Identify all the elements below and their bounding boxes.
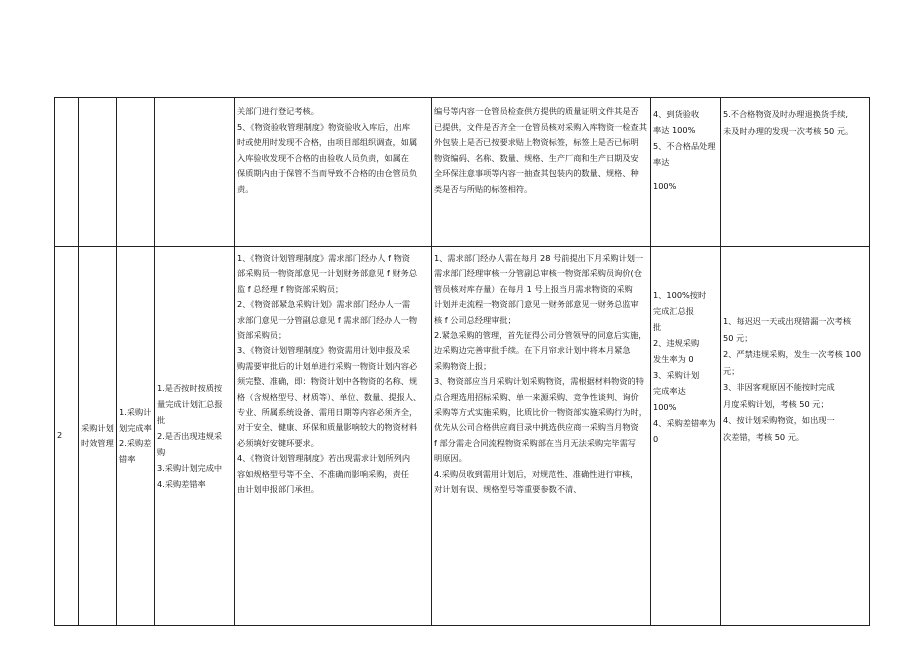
- text-line: 求部门意见一分管副总意见 f 需求部门经办人一物: [237, 314, 418, 325]
- text-line: 批: [157, 415, 166, 425]
- text-line: 边采购边完善审批手续。在下月帘求计划中将本月紧急: [434, 345, 631, 356]
- text-line: 批: [653, 322, 662, 332]
- evaluation-table: [54, 97, 870, 626]
- criteria-cell: [155, 247, 235, 626]
- text-line: 3、非因客观原因不能按时完成: [723, 382, 835, 392]
- inspection-cell: [432, 98, 651, 247]
- text-line: 4.采购差错率: [157, 479, 206, 489]
- text-line: 月度采购计划，考核 50 元；: [723, 398, 829, 409]
- text-line: 1.是否按时按质按: [157, 383, 223, 393]
- text-line: 容如规格型号等不全、不准确而影响采购，责任: [237, 468, 409, 479]
- text-line: 计划并走流程一物资部门意见一财务部意见一财务总监审: [434, 299, 639, 310]
- item-cell: [79, 98, 117, 247]
- indicators-cell: [117, 247, 155, 626]
- indicators-cell: [117, 98, 155, 247]
- text-line: 编号等内容一仓管员检查供方提供的质量证明文件其是否: [434, 106, 639, 116]
- requirements-cell: [235, 247, 432, 626]
- text-line: 次差错，考核 50 元。: [723, 431, 805, 442]
- text-line: 4、《物资计划管理制度》若出现需求计划所列内: [237, 453, 411, 464]
- text-line: 入库验收发现不合格的由验收人员负责，如属在: [237, 152, 409, 163]
- text-line: 100%: [653, 181, 677, 191]
- text-line: 点合理选用招标采购、单一来源采购、竞争性谈判、询价: [434, 391, 639, 402]
- text-line: 时或使用时发现不合格，由项目部组织调查，如属: [237, 137, 418, 147]
- text-line: 外包装上是否已按要求贴上物资标签，标签上是否已标明: [434, 137, 639, 147]
- text-line: 核 f 公司总经理审批；: [434, 314, 516, 325]
- row-number-cell: 2: [55, 247, 79, 626]
- text-line: 3、《物资计划管理制度》物资需用计划申报及采: [237, 345, 411, 356]
- text-line: 保质期内由于保管不当而导致不合格的由仓管员负: [237, 168, 418, 178]
- assessment-cell: [721, 247, 870, 626]
- text-line: 必须填好安键环要求。: [237, 437, 319, 448]
- text-line: 完成汇总报: [653, 306, 694, 316]
- text-line: 物资编码、名称、数量、规格、生产厂商和生产日期及安: [434, 152, 639, 163]
- text-line: 采购等方式实施采购，比质比价一物资部实施采购行为时，: [434, 407, 647, 418]
- text-line: 对于安全、健康、环保和质量影响较大的物资材料: [237, 422, 418, 433]
- text-line: 率达 100%: [653, 125, 696, 135]
- text-line: 5.不合格物资及时办理退换货手续,: [723, 109, 849, 119]
- text-line: 发生率为 0: [653, 354, 694, 364]
- text-line: 类是否与所贴的标签相符。: [434, 183, 533, 194]
- text-line: 2.紧急采购的管理，首先征得公司分管领导的同意后实施，: [434, 330, 647, 341]
- text-line: 5、《物资验收管理制度》物资验收入库后，出库: [237, 121, 411, 132]
- requirements-cell: [235, 98, 432, 247]
- text-line: 率达: [653, 157, 670, 167]
- text-line: f 部分需走合同流程物资采购部在当月无法采购完毕需写: [434, 437, 636, 448]
- text-line: 明原因。: [434, 453, 467, 464]
- text-line: 已提供，文件是否齐全一仓管员核对采购入库物资一检查其: [434, 121, 647, 132]
- text-line: 4、按计划采购物资，如出现一: [723, 415, 835, 425]
- text-line: 1、100%按时: [653, 290, 707, 300]
- text-line: 1.采购计划完成率: [119, 407, 152, 433]
- assessment-cell: [721, 98, 870, 247]
- text-line: 5、不合格品处理: [653, 141, 716, 151]
- text-line: 由计划申报部门承担。: [237, 484, 319, 495]
- text-line: 1、《物资计划管理制度》需求部门经办人 f 物资: [237, 253, 410, 263]
- text-line: 购需要审批后的计划单进行采购一物资计划内容必: [237, 360, 418, 371]
- text-line: 4、采购差错率为: [653, 418, 716, 428]
- text-line: 未及时办理的发现一次考核 50 元。: [723, 126, 854, 136]
- text-line: 对计划有误、规格型号等重要参数不清、: [434, 484, 582, 495]
- spacer: [653, 170, 718, 178]
- text-line: 0: [653, 434, 659, 444]
- text-line: 100%: [653, 402, 677, 412]
- text-line: 采购物资上报；: [434, 360, 492, 371]
- text-line: 优先从公司合格供应商目录中挑选供应商一采购当月物资: [434, 422, 639, 433]
- text-line: 2.是否出现违规采: [157, 431, 223, 441]
- item-cell: 采购计划时效管理: [79, 247, 117, 626]
- text-line: 监 f 总经理 f 物资部采购员；: [237, 283, 344, 294]
- text-line: 责。: [237, 183, 254, 194]
- text-line: 3.采购计划完成中: [157, 463, 223, 473]
- text-line: 2、严禁违规采购，发生一次考核 100: [723, 349, 862, 359]
- text-line: 全环保注意事项等内容一抽查其包装内的数量、规格、种: [434, 168, 639, 178]
- inspection-cell: [432, 247, 651, 626]
- text-line: 资部采购员；: [237, 330, 287, 341]
- targets-cell: [651, 247, 721, 626]
- text-line: 完成率达: [653, 386, 686, 396]
- text-line: 需求部门经理审核一分管副总审核一物资部采购员询价(仓: [434, 268, 642, 279]
- text-line: 专业、所属系统设备、需用日期等内容必须齐全，: [237, 407, 418, 418]
- text-line: 部采购员一物资部意见一计划财务部意见 f 财务总: [237, 268, 418, 279]
- text-line: 3、采购计划: [653, 370, 700, 380]
- text-line: 1、需求部门经办人需在每月 28 号前提出下月采购计划一: [434, 253, 644, 263]
- text-line: 2、《物资部紧急采购计划》需求部门经办人一需: [237, 299, 411, 310]
- text-line: 3、物资部应当月采购计划采购物资，需根据材料物资的特: [434, 376, 644, 387]
- text-line: 格（含规格型号、材质等）、单位、数量、提报人、: [237, 391, 422, 402]
- text-line: 4.采购员收到需用计划后，对规范性、准确性进行审核，: [434, 468, 639, 479]
- text-line: 购: [157, 447, 166, 457]
- criteria-cell: [155, 98, 235, 247]
- text-line: 须完整、准确，即：物资计划中各物资的名称、规: [237, 376, 418, 387]
- text-line: 关部门进行登记考核。: [237, 106, 319, 116]
- table-row: [55, 98, 870, 247]
- text-line: 4、到货验收: [653, 109, 700, 119]
- text-line: 50 元；: [723, 332, 753, 343]
- targets-cell: [651, 98, 721, 247]
- table-row: [55, 247, 870, 626]
- text-line: 管员核对库存量）在每月 1 号上报当月需求物资的采购: [434, 283, 633, 294]
- text-line: 1、每迟迟一天或出现错漏一次考核: [723, 316, 852, 326]
- row-number-cell: [55, 98, 79, 247]
- text-line: 元；: [723, 365, 740, 376]
- text-line: 2.采购差错率: [119, 438, 152, 464]
- text-line: 2、违规采购: [653, 338, 700, 348]
- text-line: 量完成计划汇总报: [157, 399, 223, 409]
